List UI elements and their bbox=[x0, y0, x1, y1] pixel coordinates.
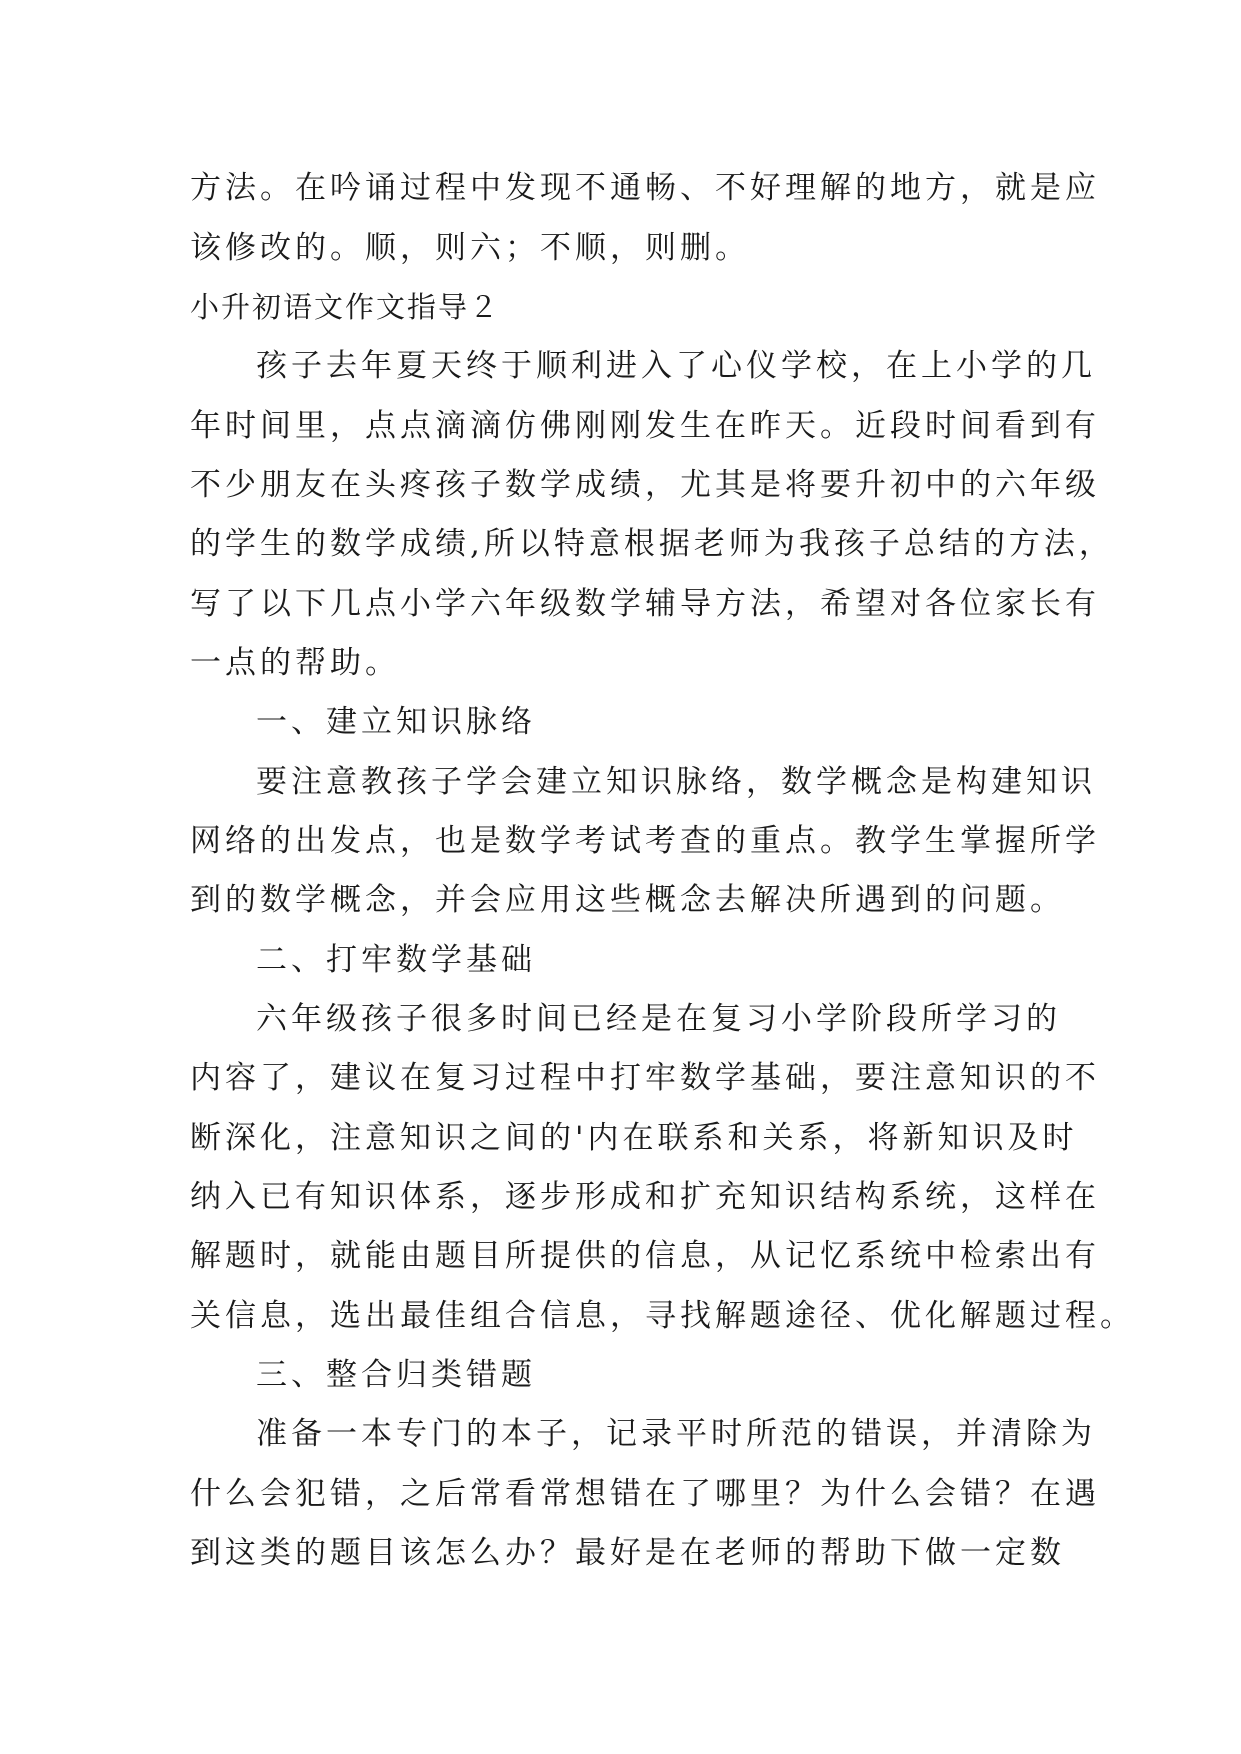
body-line: 到的数学概念，并会应用这些概念去解决所遇到的问题。 bbox=[190, 882, 1065, 918]
body-line: 内容了，建议在复习过程中打牢数学基础，要注意知识的不 bbox=[190, 1060, 1100, 1096]
body-line: 什么会犯错，之后常看常想错在了哪里？为什么会错？在遇 bbox=[190, 1476, 1100, 1512]
body-line: 准备一本专门的本子，记录平时所范的错误，并清除为 bbox=[256, 1416, 1096, 1452]
body-line: 写了以下几点小学六年级数学辅导方法，希望对各位家长有 bbox=[190, 586, 1100, 622]
body-line: 孩子去年夏天终于顺利进入了心仪学校，在上小学的几 bbox=[256, 348, 1096, 384]
section-heading: 二、打牢数学基础 bbox=[256, 942, 536, 978]
body-line: 关信息，选出最佳组合信息，寻找解题途径、优化解题过程。 bbox=[190, 1298, 1135, 1334]
body-line: 一点的帮助。 bbox=[190, 645, 400, 681]
body-line: 六年级孩子很多时间已经是在复习小学阶段所学习的 bbox=[256, 1001, 1061, 1037]
section-heading: 一、建立知识脉络 bbox=[256, 704, 536, 740]
body-line: 年时间里，点点滴滴仿佛刚刚发生在昨天。近段时间看到有 bbox=[190, 408, 1100, 444]
body-line: 断深化，注意知识之间的'内在联系和关系，将新知识及时 bbox=[190, 1120, 1078, 1156]
body-line: 方法。在吟诵过程中发现不通畅、不好理解的地方，就是应 bbox=[190, 170, 1100, 206]
body-line: 的学生的数学成绩,所以特意根据老师为我孩子总结的方法， bbox=[190, 526, 1114, 562]
body-line: 不少朋友在头疼孩子数学成绩，尤其是将要升初中的六年级 bbox=[190, 467, 1100, 503]
section-title: 小升初语文作文指导２ bbox=[190, 290, 501, 324]
body-line: 网络的出发点，也是数学考试考查的重点。教学生掌握所学 bbox=[190, 823, 1100, 859]
section-heading: 三、整合归类错题 bbox=[256, 1357, 536, 1393]
body-line: 该修改的。顺，则六；不顺，则删。 bbox=[190, 230, 750, 266]
body-line: 纳入已有知识体系，逐步形成和扩充知识结构系统，这样在 bbox=[190, 1179, 1100, 1215]
body-line: 到这类的题目该怎么办？最好是在老师的帮助下做一定数 bbox=[190, 1535, 1065, 1571]
body-line: 解题时，就能由题目所提供的信息，从记忆系统中检索出有 bbox=[190, 1238, 1100, 1274]
body-line: 要注意教孩子学会建立知识脉络，数学概念是构建知识 bbox=[256, 764, 1096, 800]
